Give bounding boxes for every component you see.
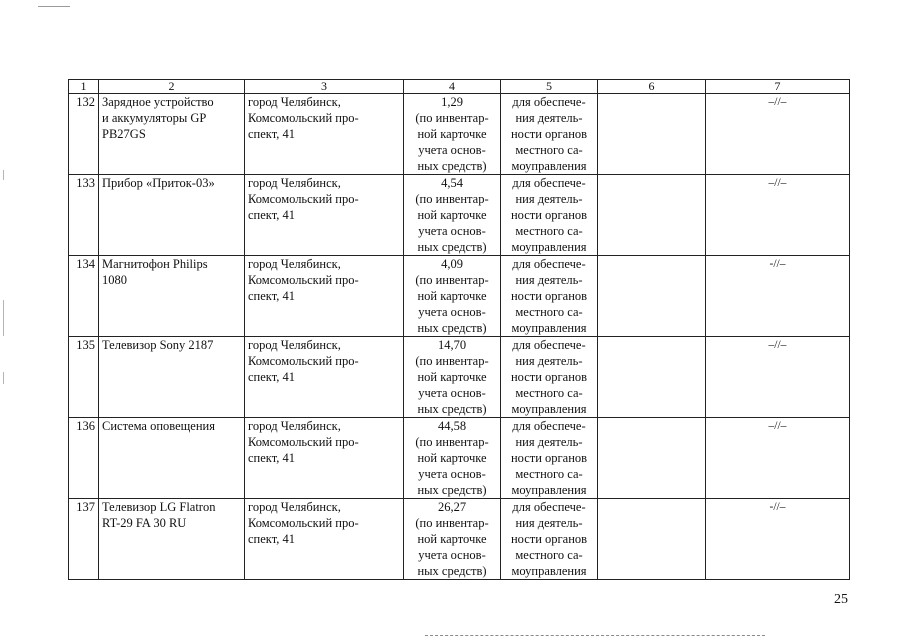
- cell-text-line: Комсомольский про-: [248, 192, 359, 206]
- cell-text-line: учета основ-: [418, 143, 486, 157]
- cell-text-line: ности органов: [510, 208, 588, 222]
- cell-purpose: [501, 94, 598, 175]
- cell-text-line: спект, 41: [248, 370, 295, 384]
- table-row: [69, 94, 850, 175]
- cell-text-line: (по инвентар-: [415, 192, 489, 206]
- cell-text-line: (по инвентар-: [415, 435, 489, 449]
- table-row: [69, 175, 850, 256]
- cell-text-line: моуправления: [511, 564, 587, 578]
- cell-text-line: спект, 41: [248, 208, 295, 222]
- table-row: [69, 418, 850, 499]
- cell-text-line: местного са-: [515, 143, 583, 157]
- cell-text-line: спект, 41: [248, 532, 295, 546]
- cell-text-line: для обеспече-: [512, 338, 586, 352]
- cell-row-number: 133: [69, 175, 99, 256]
- cell-cost: [404, 94, 501, 175]
- cell-text-line: 4,54: [441, 176, 463, 190]
- table-header: [69, 80, 850, 94]
- cell-text-line: местного са-: [515, 386, 583, 400]
- cell-text-line: для обеспече-: [512, 500, 586, 514]
- cell-mark: –//–: [706, 94, 850, 175]
- cell-note: [598, 94, 706, 175]
- cell-item-name: [99, 418, 245, 499]
- cell-row-number: 132: [69, 94, 99, 175]
- cell-note: [598, 499, 706, 580]
- cell-address: [245, 94, 404, 175]
- cell-cost: [404, 337, 501, 418]
- cell-text-line: ния деятель-: [515, 354, 583, 368]
- cell-text-line: город Челябинск,: [248, 500, 341, 514]
- cell-text-line: город Челябинск,: [248, 95, 341, 109]
- header-cell-5: 5: [501, 80, 598, 94]
- cell-text-line: местного са-: [515, 548, 583, 562]
- cell-row-number: 137: [69, 499, 99, 580]
- cell-purpose: [501, 337, 598, 418]
- cell-text-line: Комсомольский про-: [248, 354, 359, 368]
- cell-text-line: ности органов: [510, 370, 588, 384]
- cell-text-line: (по инвентар-: [415, 516, 489, 530]
- cell-text-line: 1080: [102, 273, 127, 287]
- table-body: [69, 94, 850, 580]
- cell-text-line: RT-29 FA 30 RU: [102, 516, 187, 530]
- header-cell-3: 3: [245, 80, 404, 94]
- header-cell-2: 2: [99, 80, 245, 94]
- table-row: [69, 256, 850, 337]
- cell-text-line: Система оповещения: [102, 419, 215, 433]
- cell-text-line: ных средств): [417, 564, 487, 578]
- page-number: 25: [834, 592, 848, 607]
- cell-text-line: ния деятель-: [515, 435, 583, 449]
- cell-text-line: учета основ-: [418, 548, 486, 562]
- cell-note: [598, 337, 706, 418]
- cell-text-line: для обеспече-: [512, 176, 586, 190]
- cell-item-name: [99, 175, 245, 256]
- cell-text-line: местного са-: [515, 305, 583, 319]
- header-cell-6: 6: [598, 80, 706, 94]
- cell-text-line: ной карточке: [417, 208, 487, 222]
- cell-note: [598, 418, 706, 499]
- cell-text-line: ных средств): [417, 402, 487, 416]
- cell-text-line: город Челябинск,: [248, 257, 341, 271]
- cell-note: [598, 175, 706, 256]
- cell-text-line: ной карточке: [417, 289, 487, 303]
- cell-text-line: моуправления: [511, 483, 587, 497]
- cell-note: [598, 256, 706, 337]
- scan-artifact-left: [3, 372, 4, 384]
- cell-text-line: 1,29: [441, 95, 463, 109]
- cell-address: [245, 499, 404, 580]
- header-row: [69, 80, 850, 94]
- scan-artifact-left: [3, 170, 4, 180]
- cell-text-line: учета основ-: [418, 224, 486, 238]
- cell-text-line: Прибор «Приток-03»: [102, 176, 215, 190]
- cell-text-line: 26,27: [437, 500, 467, 514]
- cell-text-line: (по инвентар-: [415, 111, 489, 125]
- cell-text-line: город Челябинск,: [248, 176, 341, 190]
- cell-text-line: ной карточке: [417, 127, 487, 141]
- cell-address: [245, 337, 404, 418]
- cell-text-line: ных средств): [417, 240, 487, 254]
- cell-address: [245, 175, 404, 256]
- cell-text-line: ния деятель-: [515, 273, 583, 287]
- cell-text-line: PB27GS: [102, 127, 146, 141]
- cell-text-line: (по инвентар-: [415, 273, 489, 287]
- cell-text-line: учета основ-: [418, 305, 486, 319]
- table-row: [69, 337, 850, 418]
- cell-item-name: [99, 499, 245, 580]
- cell-text-line: местного са-: [515, 224, 583, 238]
- header-cell-7: 7: [706, 80, 850, 94]
- cell-mark: –//–: [706, 418, 850, 499]
- cell-text-line: ности органов: [510, 532, 588, 546]
- cell-mark: –//–: [706, 175, 850, 256]
- cell-text-line: ных средств): [417, 321, 487, 335]
- cell-text-line: моуправления: [511, 321, 587, 335]
- cell-purpose: [501, 418, 598, 499]
- scan-artifact-top: [38, 6, 70, 7]
- cell-text-line: ных средств): [417, 483, 487, 497]
- cell-address: [245, 256, 404, 337]
- cell-purpose: [501, 499, 598, 580]
- cell-text-line: город Челябинск,: [248, 419, 341, 433]
- cell-text-line: 4,09: [441, 257, 463, 271]
- cell-item-name: [99, 94, 245, 175]
- cell-text-line: ния деятель-: [515, 111, 583, 125]
- cell-mark: –//–: [706, 337, 850, 418]
- cell-text-line: ной карточке: [417, 532, 487, 546]
- cell-text-line: ния деятель-: [515, 516, 583, 530]
- header-cell-4: 4: [404, 80, 501, 94]
- cell-cost: [404, 418, 501, 499]
- cell-text-line: для обеспече-: [512, 419, 586, 433]
- cell-text-line: спект, 41: [248, 451, 295, 465]
- cell-text-line: ния деятель-: [515, 192, 583, 206]
- cell-text-line: местного са-: [515, 467, 583, 481]
- cell-text-line: Комсомольский про-: [248, 111, 359, 125]
- cell-text-line: для обеспече-: [512, 257, 586, 271]
- cell-item-name: [99, 337, 245, 418]
- cell-mark: -//–: [706, 499, 850, 580]
- cell-text-line: спект, 41: [248, 289, 295, 303]
- cell-purpose: [501, 256, 598, 337]
- scan-artifact-bottom: [425, 635, 765, 636]
- property-register-table: [68, 79, 850, 580]
- header-cell-1: 1: [69, 80, 99, 94]
- cell-text-line: ных средств): [417, 159, 487, 173]
- cell-text-line: спект, 41: [248, 127, 295, 141]
- cell-text-line: и аккумуляторы GP: [102, 111, 207, 125]
- cell-row-number: 136: [69, 418, 99, 499]
- cell-text-line: учета основ-: [418, 467, 486, 481]
- cell-cost: [404, 175, 501, 256]
- cell-text-line: 44,58: [437, 419, 467, 433]
- scan-artifact-left: [3, 300, 4, 336]
- cell-text-line: 14,70: [437, 338, 467, 352]
- cell-text-line: моуправления: [511, 159, 587, 173]
- cell-text-line: Комсомольский про-: [248, 273, 359, 287]
- cell-address: [245, 418, 404, 499]
- cell-text-line: моуправления: [511, 402, 587, 416]
- cell-item-name: [99, 256, 245, 337]
- cell-text-line: Телевизор Sony 2187: [102, 338, 214, 352]
- cell-row-number: 134: [69, 256, 99, 337]
- cell-text-line: Телевизор LG Flatron: [102, 500, 216, 514]
- cell-text-line: ности органов: [510, 127, 588, 141]
- cell-text-line: ности органов: [510, 289, 588, 303]
- cell-row-number: 135: [69, 337, 99, 418]
- cell-mark: -//–: [706, 256, 850, 337]
- cell-text-line: ной карточке: [417, 370, 487, 384]
- cell-text-line: Комсомольский про-: [248, 516, 359, 530]
- cell-text-line: учета основ-: [418, 386, 486, 400]
- cell-purpose: [501, 175, 598, 256]
- cell-text-line: Зарядное устройство: [102, 95, 214, 109]
- cell-text-line: Магнитофон Philips: [102, 257, 208, 271]
- table-row: [69, 499, 850, 580]
- cell-cost: [404, 499, 501, 580]
- cell-text-line: (по инвентар-: [415, 354, 489, 368]
- cell-text-line: Комсомольский про-: [248, 435, 359, 449]
- cell-text-line: для обеспече-: [512, 95, 586, 109]
- cell-text-line: моуправления: [511, 240, 587, 254]
- cell-text-line: ности органов: [510, 451, 588, 465]
- cell-text-line: ной карточке: [417, 451, 487, 465]
- cell-text-line: город Челябинск,: [248, 338, 341, 352]
- cell-cost: [404, 256, 501, 337]
